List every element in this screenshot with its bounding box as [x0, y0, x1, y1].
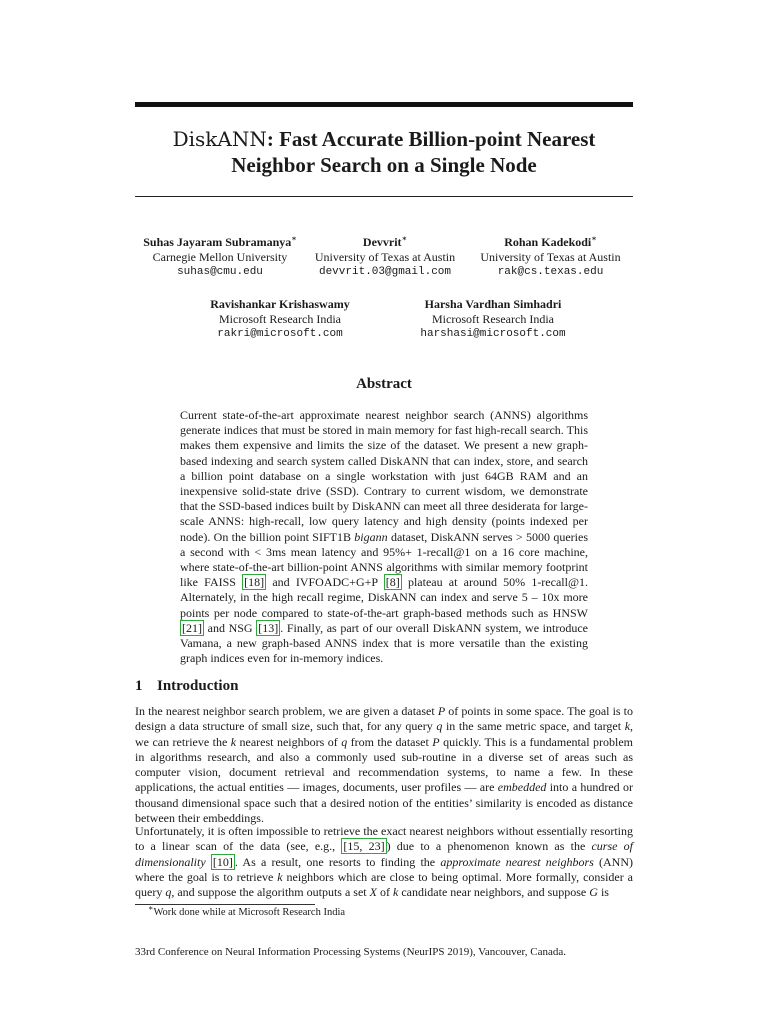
author-affiliation: Microsoft Research India	[219, 312, 341, 326]
abstract-heading: Abstract	[356, 376, 412, 392]
author-block	[195, 297, 365, 342]
citation-link[interactable]: [18]	[244, 575, 265, 590]
author-affiliation: University of Texas at Austin	[480, 250, 621, 264]
intro-paragraph: In the nearest neighbor search problem, we are given a dataset P of points in some space. The goal is to design a data structure of small size, such that, for any query q in the same metric space, and target k, we can retrieve the k nearest neighbors of q from the dataset P quickly. This is a fundamental problem in algorithms research, and also a commonly used sub-routine in a diverse set of areas such as computer vision, document retrieval and recommendation systems, to name a few. In these applications, the actual entities — images, documents, user profiles — are embedded into a hundred or thousand dimensional space such that a desired notion of the entities’ similarity is encoded as distance between their embeddings.	[135, 704, 634, 826]
section-title: Introduction	[157, 678, 239, 694]
author-name: Ravishankar Krishaswamy	[210, 297, 350, 311]
section-number: 1	[135, 678, 143, 694]
author-block	[305, 235, 465, 280]
footnote: ∗Work done while at Microsoft Research India	[148, 903, 346, 918]
author-email[interactable]: rak@cs.texas.edu	[497, 266, 604, 278]
citation-link[interactable]: [15, 23]	[343, 839, 385, 854]
author-email[interactable]: suhas@cmu.edu	[177, 266, 263, 278]
author-name: Devvrit∗	[362, 234, 408, 249]
citation-link[interactable]: [8]	[385, 575, 400, 590]
intro-paragraph: Unfortunately, it is often impossible to retrieve the exact nearest neighbors without essentially resorting to a linear scan of the data (see, e.g., [15, 23] ) due to a phenomenon known as the curse of dimensionality [10] . As a result, one resorts to finding the approximate nearest neighbors (ANN) where the goal is to retrieve k neighbors which are close to being optimal. More formally, consider a query q, and suppose the algorithm outputs a set X of k candidate near neighbors, and suppose G is	[135, 824, 634, 900]
citation-link[interactable]: [21]	[182, 620, 202, 635]
author-name: Rohan Kadekodi∗	[504, 234, 597, 249]
author-email[interactable]: harshasi@microsoft.com	[420, 328, 566, 340]
author-affiliation: Carnegie Mellon University	[152, 250, 288, 264]
title-text: : Fast Accurate Billion-point Nearest Neighbor Search on a Single Node	[231, 127, 596, 177]
author-email[interactable]: rakri@microsoft.com	[217, 328, 343, 340]
author-affiliation: University of Texas at Austin	[314, 250, 456, 264]
abstract-body: Current state-of-the-art approximate nearest neighbor search (ANNS) algorithms generate indices that must be stored in main memory for fast high-recall search. This makes them expensive and limits the size of the dataset. We present a new graph-based indexing and search system called DiskANN that can index, store, and search a billion point database on a single workstation with just 64GB RAM and an inexpensive solid-state drive (SSD). Contrary to current wisdom, we demonstrate that the SSD-based indices built by DiskANN can meet all three desiderata for large-scale ANNS: high-recall, low query latency and high density (points indexed per node). On the billion point SIFT1B bigann dataset, DiskANN serves > 5000 queries a second with < 3ms mean latency and 95%+ 1-recall@1 on a 16 core machine, where state-of-the-art billion-point ANNS algorithms with similar memory footprint like FAISS [18] and IVFOADC+G+P [8] plateau at around 50% 1-recall@1. Alternately, in the high recall regime, DiskANN can index and serve 5 – 10x more points per node compared to state-of-the-art graph-based methods such as HNSW [21] and NSG [13] . Finally, as part of our overall DiskANN system, we introduce Vamana, a new graph-based ANNS index that is more versatile than the existing graph indices even for in-memory indices.	[180, 408, 589, 666]
title-rule	[135, 196, 633, 197]
conference-note: 33rd Conference on Neural Information Processing Systems (NeurIPS 2019), Vancouver, Canada.	[135, 946, 567, 958]
author-block	[408, 297, 578, 342]
author-name: Harsha Vardhan Simhadri	[424, 297, 562, 311]
author-block	[468, 235, 633, 280]
citation-link[interactable]: [13]	[258, 620, 279, 635]
citation-link[interactable]: [10]	[212, 854, 233, 869]
footnote-rule	[135, 904, 315, 905]
section-heading	[135, 678, 238, 695]
author-block	[135, 235, 305, 280]
author-affiliation: Microsoft Research India	[432, 312, 554, 326]
paper-title	[135, 126, 633, 178]
top-rule	[135, 102, 633, 107]
author-email[interactable]: devvrit.03@gmail.com	[318, 266, 452, 278]
title-system-name: DiskANN	[172, 127, 267, 151]
author-name: Suhas Jayaram Subramanya∗	[143, 234, 297, 249]
